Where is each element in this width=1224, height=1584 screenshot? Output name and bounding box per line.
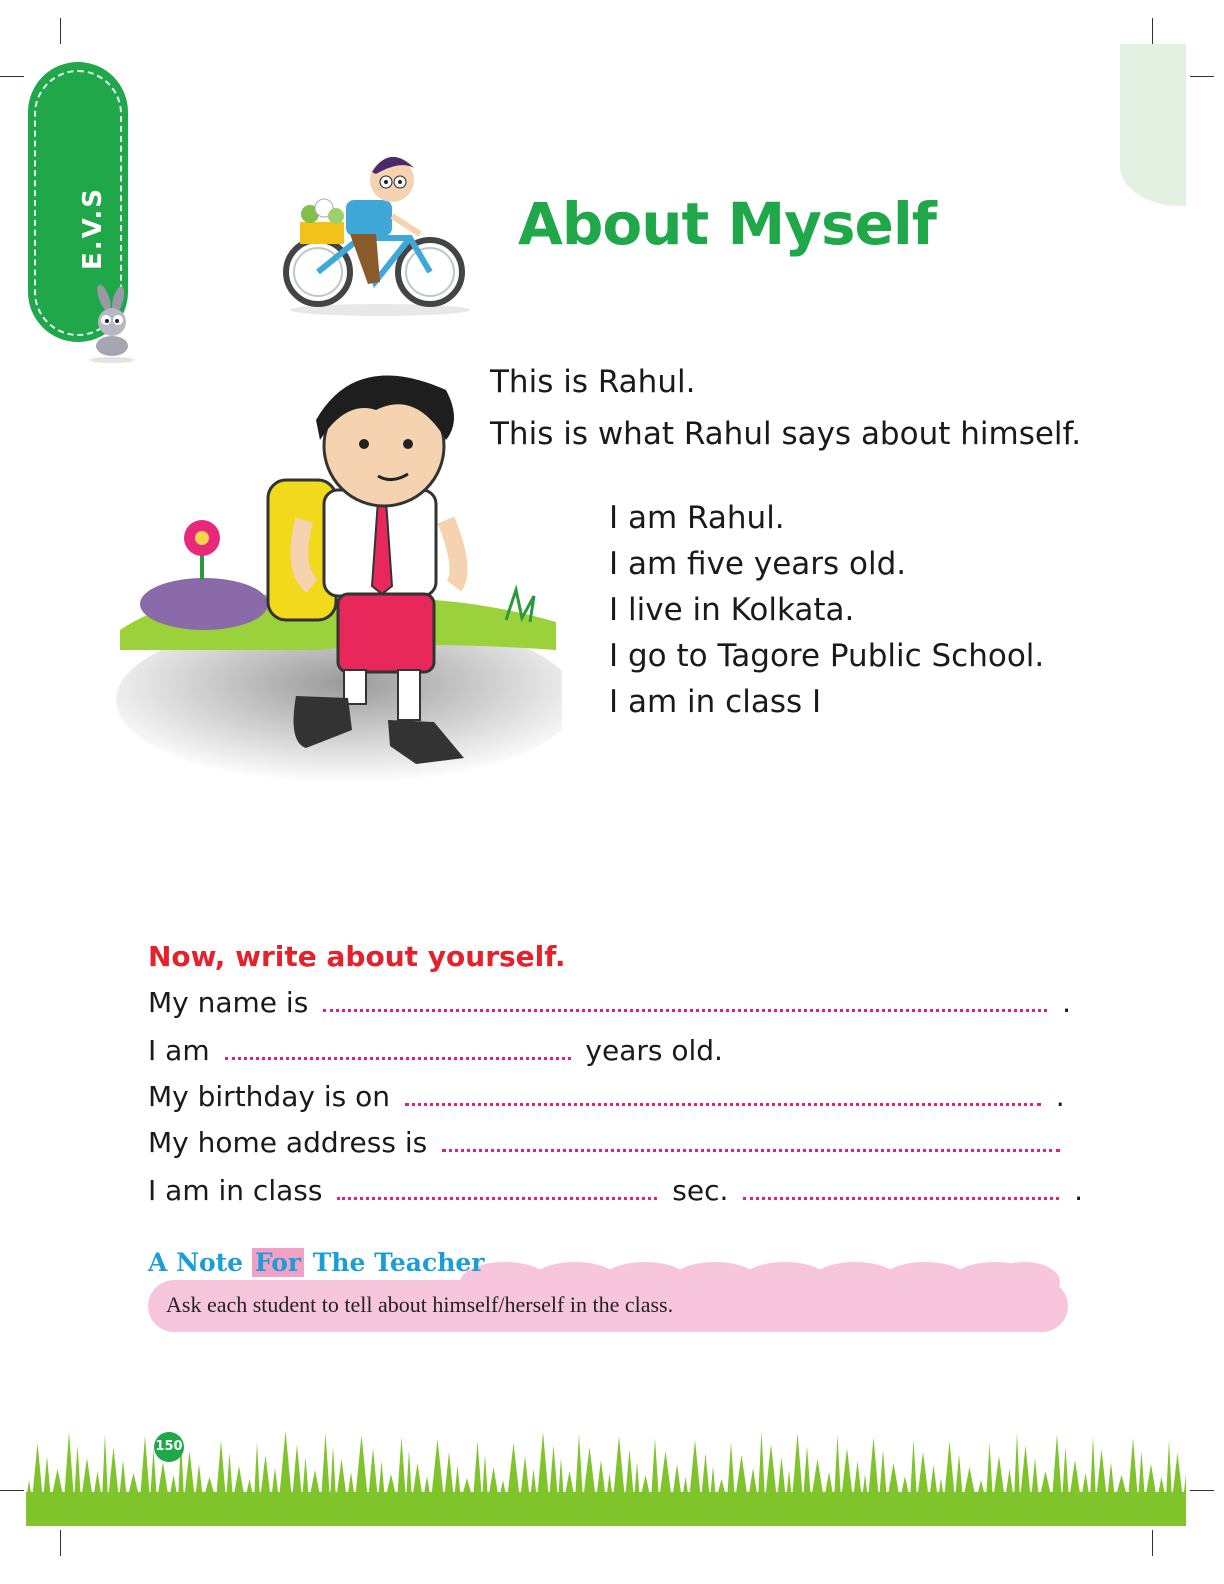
- crop-mark: [60, 18, 61, 44]
- title-highlight: For: [252, 1248, 304, 1277]
- period: .: [1055, 1080, 1065, 1113]
- address-row: [148, 1126, 1066, 1166]
- rahul-statement: I am five years old.: [609, 546, 907, 582]
- age-blank[interactable]: [225, 1035, 571, 1060]
- section-label: sec.: [672, 1174, 729, 1207]
- age-row: [148, 1034, 723, 1074]
- section-blank[interactable]: [743, 1175, 1059, 1200]
- teacher-note-text: Ask each student to tell about himself/herself in the class.: [166, 1292, 674, 1317]
- crop-mark: [0, 1490, 24, 1491]
- name-row: [148, 986, 1071, 1026]
- exercise-heading: Now, write about yourself.: [148, 940, 566, 973]
- boy-on-bicycle-illustration: [280, 142, 480, 318]
- subject-label: E.V.S: [78, 186, 108, 270]
- rahul-statement: I am Rahul.: [609, 500, 785, 536]
- crop-mark: [1152, 18, 1153, 44]
- birthday-label: My birthday is on: [148, 1080, 390, 1113]
- crop-mark: [1190, 1490, 1214, 1491]
- intro-line-2: This is what Rahul says about himself.: [490, 416, 1082, 452]
- crop-mark: [60, 1530, 61, 1556]
- age-suffix: years old.: [585, 1034, 723, 1067]
- grass-footer: [26, 1420, 1186, 1526]
- intro-line-1: This is Rahul.: [490, 364, 696, 400]
- class-blank[interactable]: [337, 1175, 657, 1200]
- address-label: My home address is: [148, 1126, 428, 1159]
- page-number: 150: [154, 1432, 184, 1462]
- period: .: [1062, 986, 1072, 1019]
- name-blank[interactable]: [323, 987, 1047, 1012]
- address-blank[interactable]: [442, 1127, 1060, 1152]
- crop-mark: [0, 76, 24, 77]
- corner-tab: [1120, 44, 1186, 206]
- rahul-statement: I live in Kolkata.: [609, 592, 855, 628]
- rahul-statement: I go to Tagore Public School.: [609, 638, 1045, 674]
- birthday-blank[interactable]: [405, 1081, 1041, 1106]
- name-label: My name is: [148, 986, 309, 1019]
- class-label: I am in class: [148, 1174, 323, 1207]
- crop-mark: [1152, 1530, 1153, 1556]
- birthday-row: [148, 1080, 1065, 1120]
- period: .: [1074, 1174, 1084, 1207]
- class-row: [148, 1174, 1083, 1214]
- age-label: I am: [148, 1034, 210, 1067]
- page-title: About Myself: [518, 190, 936, 258]
- crop-mark: [1190, 76, 1214, 77]
- teacher-note-title: A Note For The Teacher: [148, 1248, 485, 1277]
- rahul-statement: I am in class I: [609, 684, 822, 720]
